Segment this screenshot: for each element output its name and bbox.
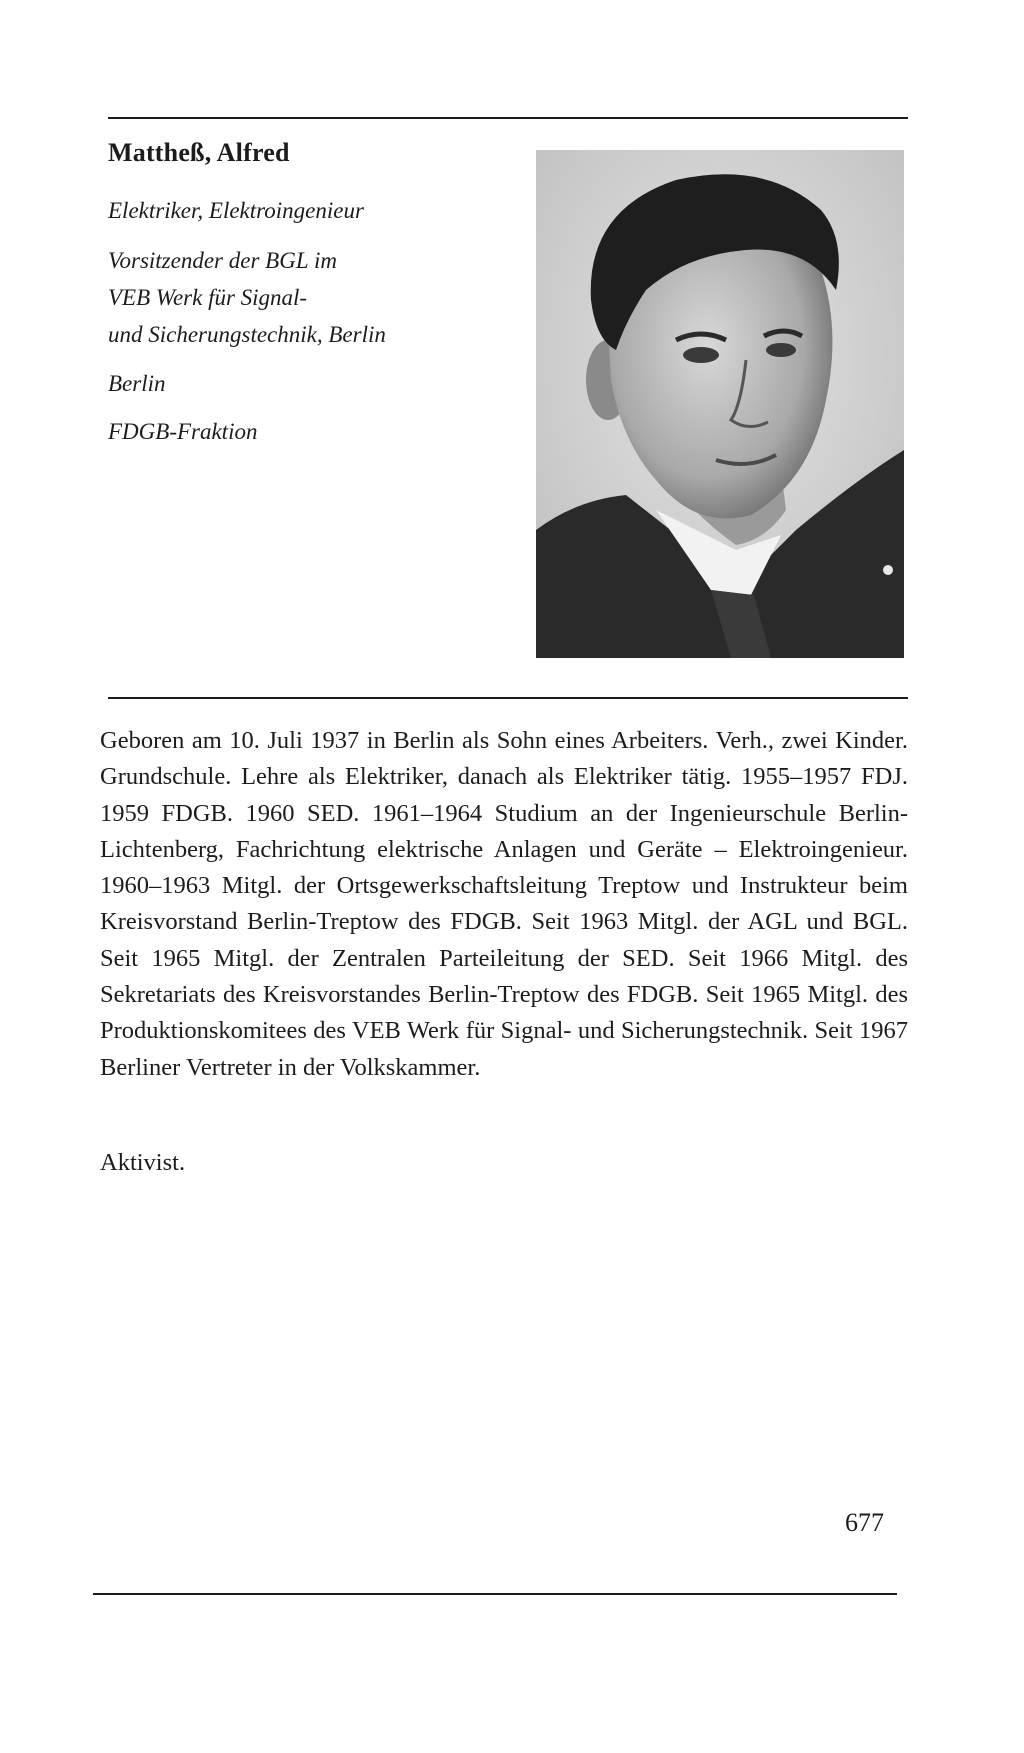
page-number: 677 (845, 1508, 884, 1537)
biography-text: Geboren am 10. Juli 1937 in Berlin als Sohn eines Arbeiters. Verh., zwei Kinder. Grundschule. Lehre als Elektriker, danach als Elektriker tätig. 1955–1957 FDJ. 1959 FDGB. 1960 SED. 1961–1964 Studium an der Ingenieurschule Berlin-Lichtenberg, Fachrichtung elektrische Anlagen und Geräte – Elektroingenieur. 1960–1963 Mitgl. der Ortsgewerkschaftsleitung Treptow und Instrukteur beim Kreisvorstand Berlin-Treptow des FDGB. Seit 1963 Mitgl. der AGL und BGL. Seit 1965 Mitgl. der Zentralen Parteileitung der SED. Seit 1966 Mitgl. des Sekretariats des Kreisvorstandes Berlin-Treptow des FDGB. Seit 1965 Mitgl. des Produktionskomitees des VEB Werk für Signal- und Sicherungstechnik. Seit 1967 Berliner Vertreter in der Volkskammer. (100, 727, 908, 1081)
person-name: Mattheß, Alfred (108, 138, 290, 167)
bottom-rule (93, 1593, 897, 1595)
constituency: Berlin (108, 371, 166, 396)
top-rule (108, 117, 908, 119)
portrait-photo (536, 150, 904, 658)
award-text: Aktivist. (100, 1149, 186, 1176)
fraction: FDGB-Fraktion (108, 419, 258, 444)
position (108, 242, 386, 353)
position-line: und Sicherungstechnik, Berlin (108, 322, 386, 347)
position-line: VEB Werk für Signal- (108, 285, 308, 310)
position-line: Vorsitzender der BGL im (108, 248, 337, 273)
occupation: Elektriker, Elektroingenieur (108, 198, 364, 223)
middle-rule (108, 697, 908, 699)
